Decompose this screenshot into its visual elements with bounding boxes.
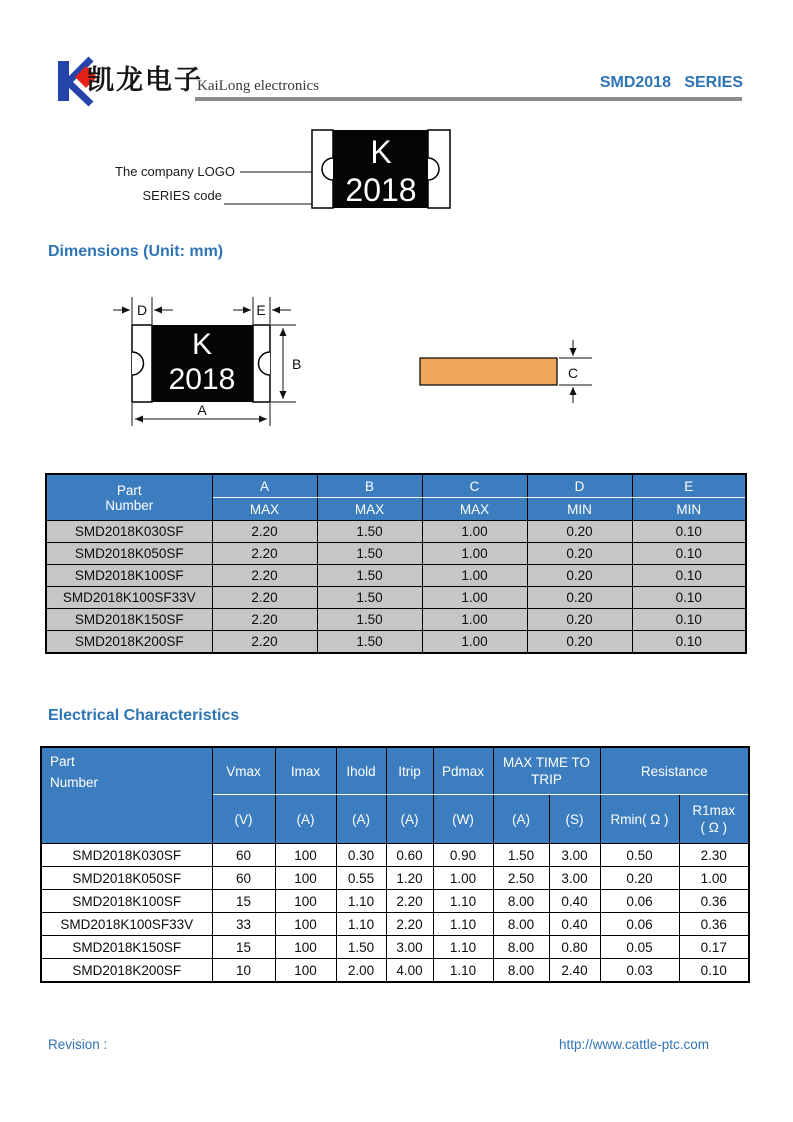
diagram-chip-logo: K (191, 328, 213, 361)
value-cell: 8.00 (493, 936, 549, 959)
value-cell: 0.06 (600, 913, 679, 936)
value-cell: 1.00 (422, 609, 527, 631)
resistance-header: Resistance (600, 747, 749, 795)
logo-blue-bar (58, 61, 69, 101)
value-cell: 4.00 (386, 959, 433, 983)
part-header-line2: Number (105, 497, 154, 513)
electrical-header-row-1 (41, 747, 749, 795)
value-cell: 2.30 (679, 844, 749, 867)
value-cell: 0.10 (632, 609, 746, 631)
value-cell: 1.10 (336, 890, 386, 913)
electrical-table-row (41, 913, 749, 936)
value-cell: 8.00 (493, 959, 549, 983)
value-cell: 2.20 (212, 565, 317, 587)
itrip-unit: (A) (386, 795, 433, 844)
r1max-line1: R1max (692, 803, 736, 818)
value-cell: 0.10 (632, 521, 746, 543)
chip-side-view (420, 340, 592, 403)
value-cell: 1.50 (317, 565, 422, 587)
brand-name-chinese: 凯龙电子 (87, 65, 203, 96)
value-cell: 2.20 (212, 521, 317, 543)
value-cell: 60 (212, 867, 275, 890)
dim-a-label: A (197, 402, 207, 418)
value-cell: 0.30 (336, 844, 386, 867)
value-cell: 100 (275, 959, 336, 983)
col-b-subheader: MAX (317, 498, 422, 521)
value-cell: 2.20 (212, 609, 317, 631)
dimensions-table-row (46, 565, 746, 587)
rmin-header: Rmin( Ω ) (600, 795, 679, 844)
electrical-table-row (41, 844, 749, 867)
value-cell: 0.20 (600, 867, 679, 890)
dim-d-label: D (136, 302, 148, 318)
r1max-line2: ( Ω ) (700, 820, 728, 835)
value-cell: 0.10 (632, 543, 746, 565)
dim-e-label: E (256, 302, 266, 318)
value-cell: 1.10 (433, 936, 493, 959)
col-e-subheader: MIN (632, 498, 746, 521)
value-cell: 2.20 (386, 890, 433, 913)
series-title: SMD2018 SERIES (599, 74, 743, 91)
part-number-cell: SMD2018K100SF33V (46, 587, 212, 609)
value-cell: 0.20 (527, 565, 632, 587)
dim-b-label: B (292, 356, 302, 372)
value-cell: 100 (275, 890, 336, 913)
part-header-line1: Part (50, 754, 75, 769)
imax-unit: (A) (275, 795, 336, 844)
value-cell: 0.17 (679, 936, 749, 959)
product-figure (100, 118, 480, 218)
dimensions-table-row (46, 521, 746, 543)
value-cell: 1.50 (317, 631, 422, 654)
value-cell: 0.10 (632, 565, 746, 587)
value-cell: 0.10 (632, 631, 746, 654)
value-cell: 2.20 (212, 631, 317, 654)
electrical-section-title: Electrical Characteristics (48, 707, 240, 724)
electrical-table-body (41, 844, 749, 983)
trip-time-unit: (S) (549, 795, 600, 844)
diagram-chip-code: 2018 (168, 363, 236, 396)
value-cell: 0.06 (600, 890, 679, 913)
value-cell: 0.80 (549, 936, 600, 959)
part-number-cell: SMD2018K150SF (41, 936, 212, 959)
value-cell: 1.10 (433, 913, 493, 936)
part-number-cell: SMD2018K050SF (41, 867, 212, 890)
col-a-header: A (212, 474, 317, 498)
value-cell: 1.10 (433, 959, 493, 983)
value-cell: 1.00 (422, 543, 527, 565)
col-e-header: E (632, 474, 746, 498)
value-cell: 100 (275, 844, 336, 867)
r1max-header (679, 795, 749, 844)
value-cell: 100 (275, 936, 336, 959)
value-cell: 0.20 (527, 609, 632, 631)
value-cell: 0.55 (336, 867, 386, 890)
dimension-d (113, 297, 173, 324)
dim-c-label: C (567, 365, 579, 381)
pdmax-unit: (W) (433, 795, 493, 844)
brand-name-english: KaiLong electronics (197, 78, 320, 94)
side-view-body (420, 358, 557, 385)
value-cell: 0.20 (527, 631, 632, 654)
value-cell: 1.50 (336, 936, 386, 959)
value-cell: 3.00 (549, 867, 600, 890)
electrical-table-row (41, 890, 749, 913)
value-cell: 1.50 (493, 844, 549, 867)
value-cell: 1.00 (433, 867, 493, 890)
value-cell: 1.00 (422, 521, 527, 543)
value-cell: 0.03 (600, 959, 679, 983)
part-number-cell: SMD2018K030SF (46, 521, 212, 543)
value-cell: 100 (275, 867, 336, 890)
dimensions-table-row (46, 609, 746, 631)
part-header-line2: Number (50, 775, 99, 790)
itrip-header: Itrip (386, 747, 433, 795)
part-number-cell: SMD2018K150SF (46, 609, 212, 631)
value-cell: 60 (212, 844, 275, 867)
value-cell: 0.20 (527, 587, 632, 609)
dimension-b (271, 325, 301, 402)
value-cell: 15 (212, 936, 275, 959)
chip-logo-letter: K (370, 134, 392, 170)
value-cell: 2.40 (549, 959, 600, 983)
col-c-header: C (422, 474, 527, 498)
value-cell: 0.20 (527, 543, 632, 565)
value-cell: 0.40 (549, 890, 600, 913)
dimension-e (233, 297, 291, 324)
value-cell: 1.10 (433, 890, 493, 913)
value-cell: 0.10 (632, 587, 746, 609)
ihold-header: Ihold (336, 747, 386, 795)
value-cell: 1.20 (386, 867, 433, 890)
value-cell: 1.50 (317, 521, 422, 543)
dimension-a (132, 402, 270, 426)
value-cell: 1.50 (317, 587, 422, 609)
part-number-cell: SMD2018K030SF (41, 844, 212, 867)
value-cell: 1.00 (422, 565, 527, 587)
value-cell: 2.20 (212, 587, 317, 609)
value-cell: 0.36 (679, 890, 749, 913)
value-cell: 3.00 (386, 936, 433, 959)
vmax-unit: (V) (212, 795, 275, 844)
dimensions-table-row (46, 631, 746, 654)
part-number-cell: SMD2018K100SF (46, 565, 212, 587)
value-cell: 0.40 (549, 913, 600, 936)
part-header-line1: Part (116, 482, 142, 498)
value-cell: 0.20 (527, 521, 632, 543)
value-cell: 2.20 (386, 913, 433, 936)
value-cell: 33 (212, 913, 275, 936)
dimensions-diagram (100, 290, 640, 440)
value-cell: 8.00 (493, 913, 549, 936)
value-cell: 2.20 (212, 543, 317, 565)
value-cell: 8.00 (493, 890, 549, 913)
value-cell: 0.10 (679, 959, 749, 983)
col-d-header: D (527, 474, 632, 498)
value-cell: 1.00 (422, 587, 527, 609)
value-cell: 0.90 (433, 844, 493, 867)
col-d-subheader: MIN (527, 498, 632, 521)
dimensions-table-row (46, 543, 746, 565)
trip-current-unit: (A) (493, 795, 549, 844)
max-time-to-trip-header: MAX TIME TO TRIP (493, 747, 600, 795)
dimensions-table-row (46, 587, 746, 609)
diagram-chip-front-view (132, 325, 270, 402)
value-cell: 0.50 (600, 844, 679, 867)
dimensions-table (45, 473, 747, 654)
value-cell: 1.00 (679, 867, 749, 890)
value-cell: 2.50 (493, 867, 549, 890)
col-a-subheader: MAX (212, 498, 317, 521)
value-cell: 3.00 (549, 844, 600, 867)
website-link[interactable]: http://www.cattle-ptc.com (558, 1037, 709, 1052)
part-number-header (46, 474, 212, 521)
ihold-unit: (A) (336, 795, 386, 844)
value-cell: 15 (212, 890, 275, 913)
value-cell: 1.50 (317, 609, 422, 631)
value-cell: 1.00 (422, 631, 527, 654)
value-cell: 0.05 (600, 936, 679, 959)
part-number-cell: SMD2018K200SF (46, 631, 212, 654)
value-cell: 100 (275, 913, 336, 936)
revision-label: Revision : (48, 1037, 108, 1052)
electrical-table-row (41, 936, 749, 959)
dimensions-header-row-1 (46, 474, 746, 498)
part-number-header (41, 747, 212, 844)
value-cell: 10 (212, 959, 275, 983)
part-number-cell: SMD2018K200SF (41, 959, 212, 983)
imax-header: Imax (275, 747, 336, 795)
part-number-cell: SMD2018K050SF (46, 543, 212, 565)
pdmax-header: Pdmax (433, 747, 493, 795)
series-code-label: SERIES code (142, 188, 222, 203)
col-c-subheader: MAX (422, 498, 527, 521)
vmax-header: Vmax (212, 747, 275, 795)
company-logo-label: The company LOGO (115, 164, 235, 179)
header-divider (195, 97, 742, 101)
electrical-table-row (41, 959, 749, 983)
value-cell: 0.36 (679, 913, 749, 936)
part-number-cell: SMD2018K100SF (41, 890, 212, 913)
value-cell: 1.50 (317, 543, 422, 565)
electrical-table (40, 746, 750, 983)
value-cell: 0.60 (386, 844, 433, 867)
dimensions-section-title: Dimensions (Unit: mm) (48, 243, 224, 260)
value-cell: 1.10 (336, 913, 386, 936)
chip-series-code: 2018 (345, 172, 417, 208)
part-number-cell: SMD2018K100SF33V (41, 913, 212, 936)
dimensions-table-body (46, 521, 746, 654)
electrical-table-row (41, 867, 749, 890)
chip-drawing (312, 130, 450, 208)
col-b-header: B (317, 474, 422, 498)
value-cell: 2.00 (336, 959, 386, 983)
